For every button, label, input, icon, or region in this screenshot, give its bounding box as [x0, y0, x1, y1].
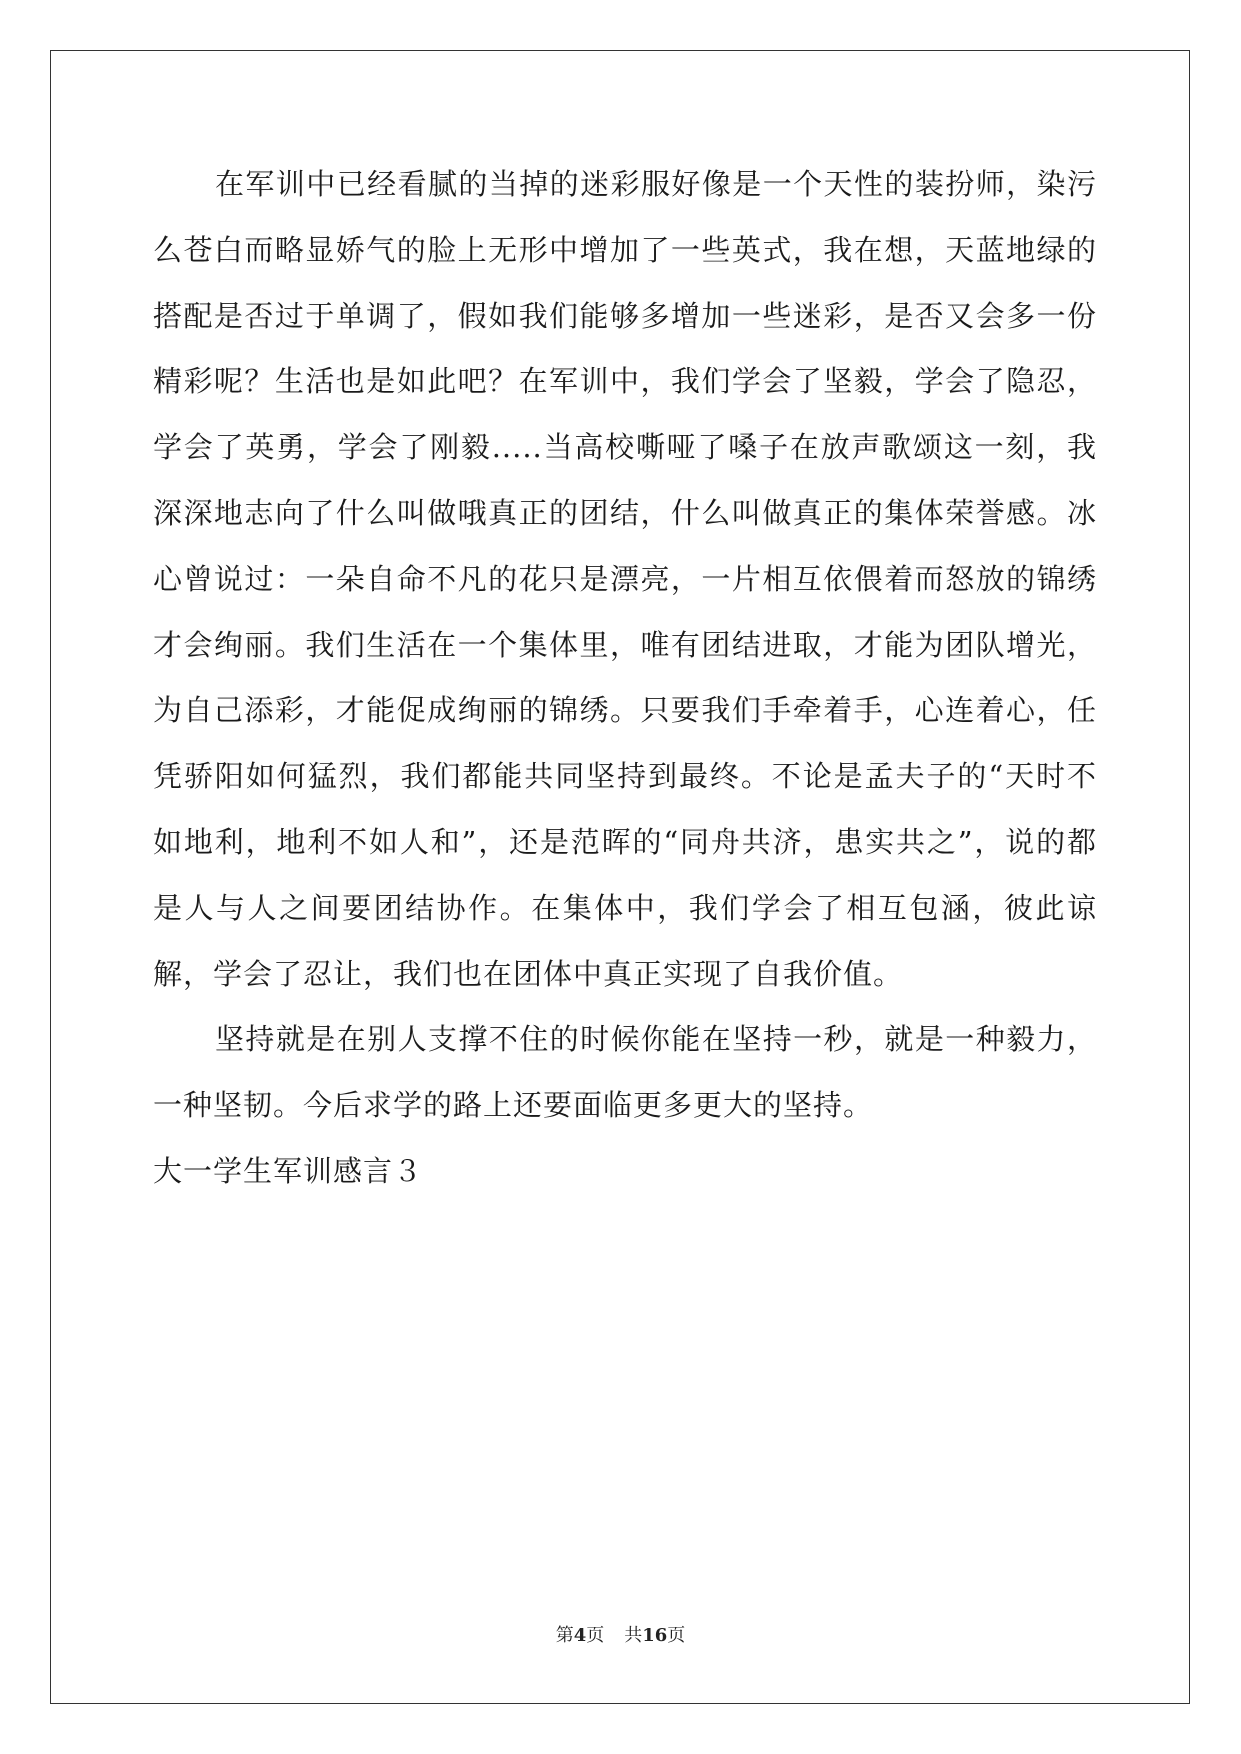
footer-total-suffix: 页 — [667, 1625, 686, 1646]
section-heading: 大一学生军训感言３ — [153, 1153, 424, 1188]
body-paragraph-1: 在军训中已经看腻的当掉的迷彩服好像是一个天性的装扮师，染污么苍白而略显娇气的脸上无形中增加了一些英式，我在想，天蓝地绿的搭配是否过于单调了，假如我们能够多增加一些迷彩，是否又会多一份精彩呢？生活也是如此吧？在军训中，我们学会了坚毅，学会了隐忍，学会了英勇，学会了刚毅.....当高校嘶哑了嗓子在放声歌颂这一刻，我深深地志向了什么叫做哦真正的团结，什么叫做真正的集体荣誉感。冰心曾说过：一朵自命不凡的花只是漂亮，一片相互依偎着而怒放的锦绣才会绚丽。我们生活在一个集体里，唯有团结进取，才能为团队增光，为自己添彩，才能促成绚丽的锦绣。只要我们手牵着手，心连着心，任凭骄阳如何猛烈，我们都能共同坚持到最终。不论是孟夫子的“天时不如地利，地利不如人和”，还是范晖的“同舟共济，患实共之”，说的都是人与人之间要团结协作。在集体中，我们学会了相互包涵，彼此谅解，学会了忍让，我们也在团体中真正实现了自我价值。 — [153, 167, 1097, 991]
body-paragraph-2: 坚持就是在别人支撑不住的时候你能在坚持一秒，就是一种毅力，一种坚韧。今后求学的路上还要面临更多更大的坚持。 — [153, 1022, 1097, 1123]
footer-page-suffix: 页 — [586, 1625, 605, 1646]
footer-total-pages: 16 — [642, 1625, 668, 1646]
footer-page-number: 4 — [573, 1625, 587, 1646]
document-body — [153, 152, 1097, 1205]
footer-total-prefix: 共 — [624, 1625, 643, 1646]
footer-page-prefix: 第 — [555, 1625, 574, 1646]
page-footer — [0, 1624, 1241, 1648]
